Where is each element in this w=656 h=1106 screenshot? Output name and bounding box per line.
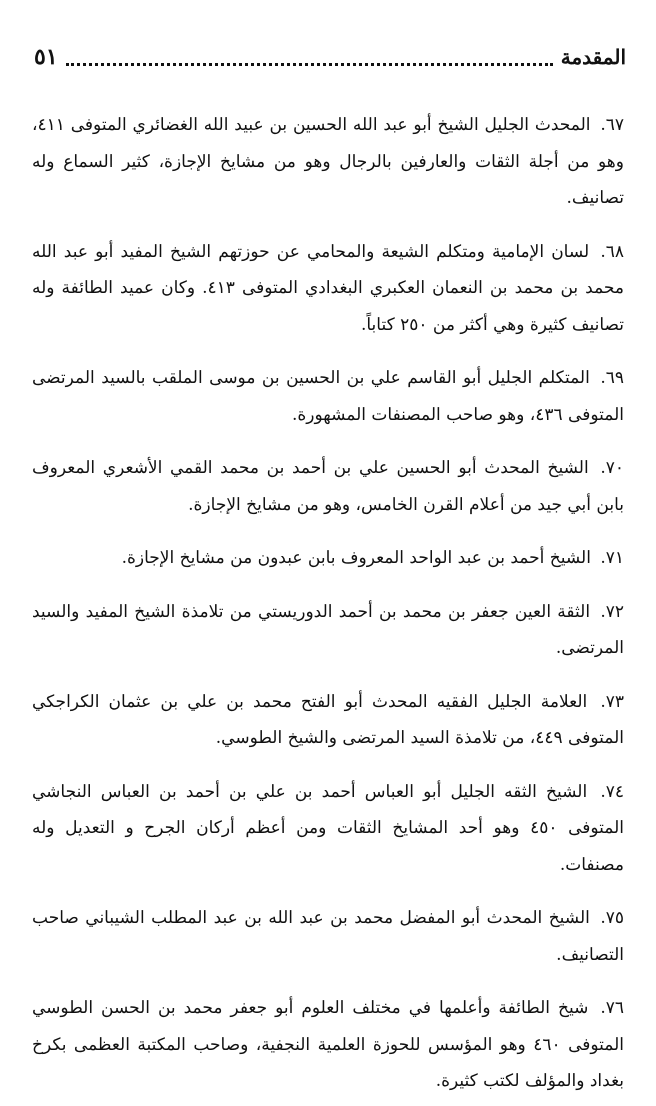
item-text: المتكلم الجليل أبو القاسم علي بن الحسين بن موسى الملقب بالسيد المرتضى المتوفى ٤٣٦، وهو صاحب المصنفات المشهورة. — [32, 368, 624, 425]
item-text: لسان الإمامية ومتكلم الشيعة والمحامي عن حوزتهم الشيخ المفيد أبو عبد الله محمد بن محمد بن النعمان العكبري البغدادي المتوفى ٤١٣. وكان عميد الطائفة وله تصانيف كثيرة وهي أكثر من ٢٥٠ كتاباً. — [32, 241, 624, 335]
item-text: الشيخ المحدث أبو المفضل محمد بن عبد الله بن عبد المطلب الشيباني صاحب التصانيف. — [32, 908, 624, 965]
item-text: المحدث الجليل الشيخ أبو عبد الله الحسين بن عبيد الله الغضائري المتوفى ٤١١، وهو من أجلة الثقات والعارفين بالرجال وهو من مشايخ الإجازة، كثير السماع وله تصانيف. — [32, 115, 624, 208]
list-item — [32, 594, 624, 667]
page-header — [34, 42, 626, 72]
page-number: ٥١ — [34, 44, 58, 70]
list-item — [32, 234, 624, 344]
item-text: العلامة الجليل الفقيه المحدث أبو الفتح محمد بن علي بن عثمان الكراجكي المتوفى ٤٤٩، من تلامذة السيد المرتضى والشيخ الطوسي. — [32, 691, 624, 748]
item-number: ٦٧. — [600, 115, 624, 135]
item-number: ٧٠. — [600, 458, 625, 478]
list-item — [32, 107, 624, 217]
leader-dots — [66, 49, 553, 66]
item-text: الشيخ المحدث أبو الحسين علي بن أحمد بن محمد القمي الأشعري المعروف بابن أبي جيد من أعلام القرن الخامس، وهو من مشايخ الإجازة. — [32, 458, 624, 515]
list-item — [32, 450, 624, 523]
item-text: الثقة العين جعفر بن محمد بن أحمد الدوريستي من تلامذة الشيخ المفيد والسيد المرتضى. — [32, 601, 624, 658]
item-number: ٧٥. — [600, 908, 624, 928]
list-item — [32, 774, 624, 884]
item-number: ٧٦. — [600, 998, 624, 1018]
item-text: الشيخ أحمد بن عبد الواحد المعروف بابن عبدون من مشايخ الإجازة. — [121, 548, 591, 568]
list-item — [32, 900, 624, 973]
item-number: ٧٢. — [600, 601, 624, 622]
list-item — [32, 540, 624, 577]
item-number: ٧٤. — [600, 781, 624, 802]
item-number: ٦٨. — [600, 241, 625, 262]
list-item — [32, 990, 624, 1100]
list-item — [32, 684, 624, 757]
item-number: ٧٣. — [600, 691, 624, 712]
running-title: المقدمة — [560, 45, 626, 69]
entries-list — [32, 90, 624, 1106]
item-text: شيخ الطائفة وأعلمها في مختلف العلوم أبو جعفر محمد بن الحسن الطوسي المتوفى ٤٦٠ وهو المؤسس للحوزة العلمية النجفية، وصاحب المكتبة العظمى بكرخ بغداد والمؤلف لكتب كثيرة. — [32, 998, 625, 1091]
item-number: ٦٩. — [600, 368, 624, 388]
item-number: ٧١. — [600, 548, 624, 568]
item-text: الشيخ الثقه الجليل أبو العباس أحمد بن علي بن أحمد بن العباس النجاشي المتوفى ٤٥٠ وهو أحد المشايخ الثقات ومن أعظم أركان الجرح و التعديل وله مصنفات. — [32, 781, 625, 875]
list-item — [32, 360, 624, 433]
